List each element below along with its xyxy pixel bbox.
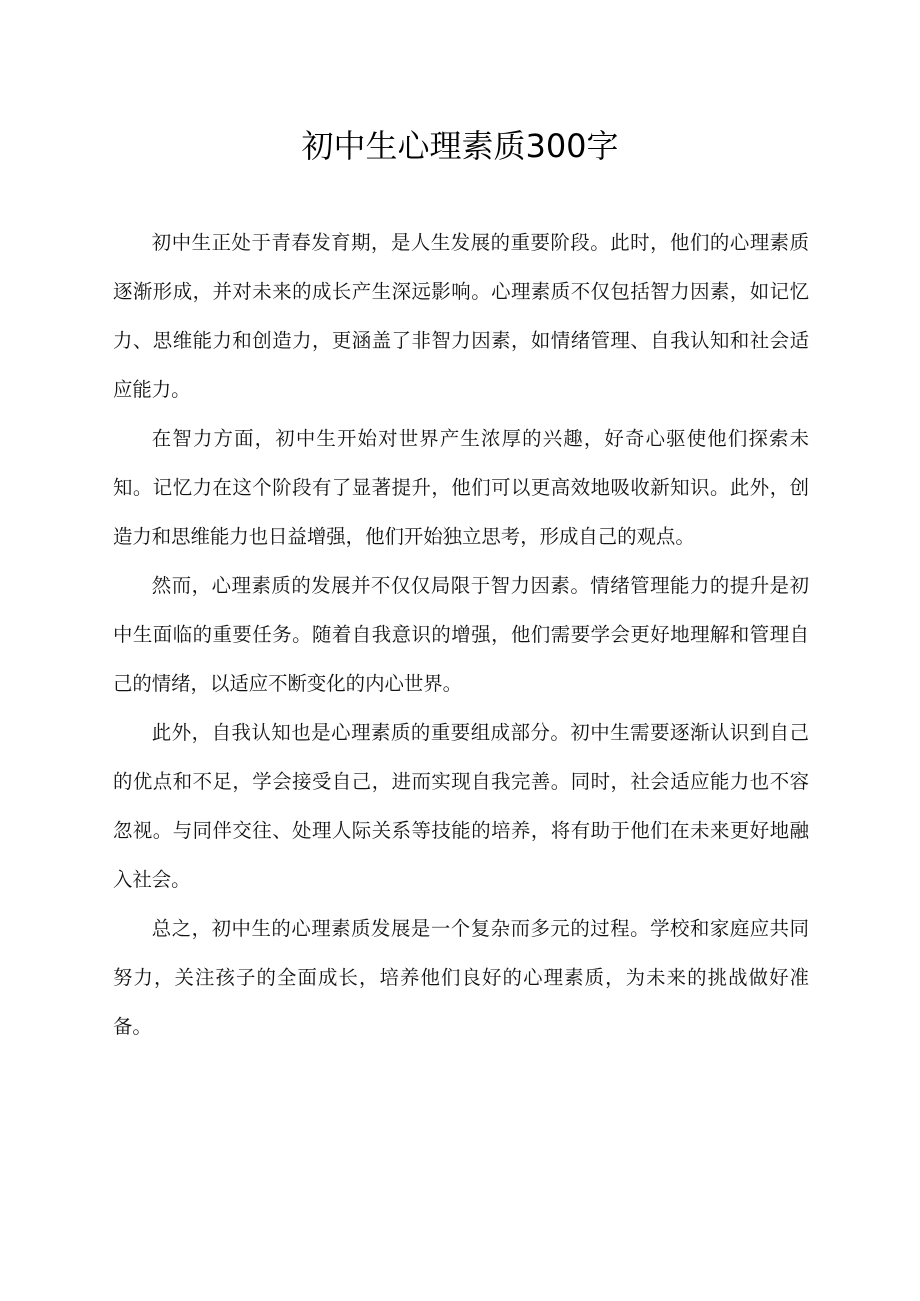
document-body bbox=[113, 218, 809, 1051]
paragraph-3: 然而，心理素质的发展并不仅仅局限于智力因素。情绪管理能力的提升是初中生面临的重要任务。随着自我意识的增强，他们需要学会更好地理解和管理自己的情绪，以适应不断变化的内心世界。 bbox=[113, 574, 809, 695]
paragraph-5: 总之，初中生的心理素质发展是一个复杂而多元的过程。学校和家庭应共同努力，关注孩子的全面成长，培养他们良好的心理素质，为未来的挑战做好准备。 bbox=[113, 917, 809, 1038]
paragraph-4: 此外，自我认知也是心理素质的重要组成部分。初中生需要逐渐认识到自己的优点和不足，学会接受自己，进而实现自我完善。同时，社会适应能力也不容忽视。与同伴交往、处理人际关系等技能的培养，将有助于他们在未来更好地融入社会。 bbox=[113, 721, 809, 891]
paragraph-2: 在智力方面，初中生开始对世界产生浓厚的兴趣，好奇心驱使他们探索未知。记忆力在这个阶段有了显著提升，他们可以更高效地吸收新知识。此外，创造力和思维能力也日益增强，他们开始独立思考，形成自己的观点。 bbox=[113, 427, 809, 548]
paragraph-1: 初中生正处于青春发育期，是人生发展的重要阶段。此时，他们的心理素质逐渐形成，并对未来的成长产生深远影响。心理素质不仅包括智力因素，如记忆力、思维能力和创造力，更涵盖了非智力因素，如情绪管理、自我认知和社会适应能力。 bbox=[113, 231, 809, 401]
page-title: 初中生心理素质300字 bbox=[301, 127, 619, 165]
